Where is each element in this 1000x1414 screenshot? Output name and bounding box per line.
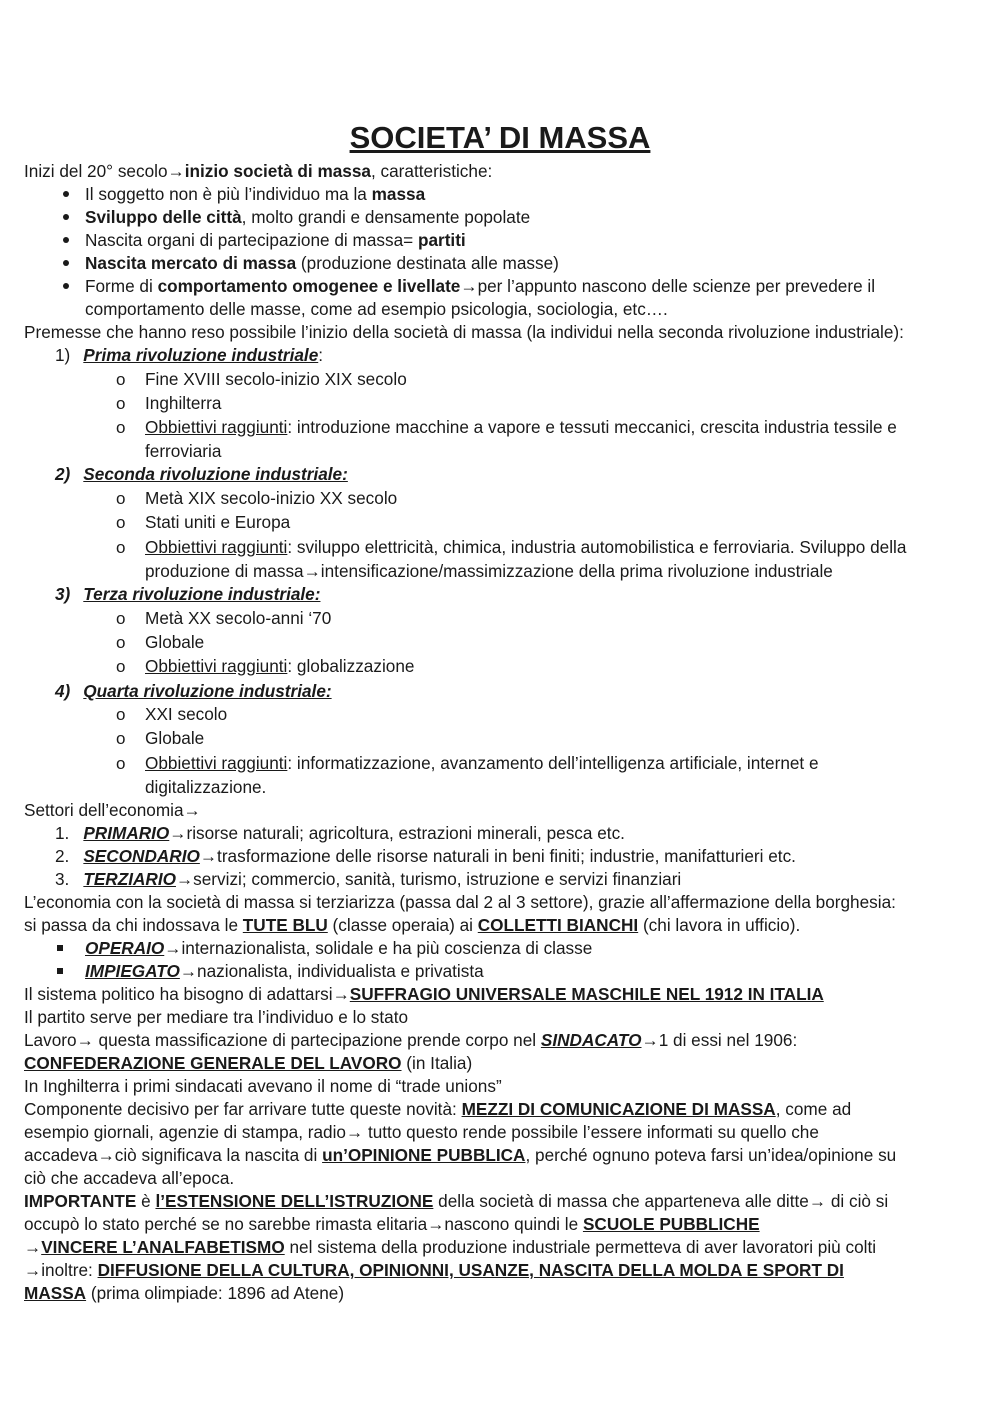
sector-item: 2. SECONDARIO→trasformazione delle risorse naturali in beni finiti; industrie, manifatturieri etc.: [55, 846, 796, 866]
sub-item: o: [116, 538, 126, 557]
premesse-line: Premesse che hanno reso possibile l’inizio della società di massa (la individui nella seconda rivoluzione industriale):: [24, 322, 904, 342]
arrow-icon: →: [179, 961, 198, 981]
arrow-icon: →: [303, 561, 321, 581]
objective-line: Obbiettivi raggiunti: sviluppo elettricità, chimica, industria automobilistica e ferroviaria. Sviluppo della: [145, 537, 907, 557]
bullet-icon: [63, 214, 69, 220]
revolution-heading: 2) Seconda rivoluzione industriale:: [55, 464, 348, 484]
sector-item: 3. TERZIARIO→servizi; commercio, sanità, turismo, istruzione e servizi finanziari: [55, 869, 682, 889]
arrow-icon: →: [175, 869, 194, 889]
bullet-icon: [63, 283, 69, 289]
economia-line: L’economia con la società di massa si terziarizza (passa dal 2 al 3 settore), grazie all’affermazione della borghesia:: [24, 892, 896, 912]
worker-item: IMPIEGATO→nazionalista, individualista e privatista: [85, 961, 484, 981]
componente-line: esempio giornali, agenzie di stampa, radio→ tutto questo rende possibile l’essere informati su quello che: [24, 1122, 819, 1142]
arrow-icon: →: [199, 846, 218, 866]
arrow-icon: →: [332, 984, 350, 1004]
arrow-icon: →: [345, 1122, 364, 1142]
arrow-icon: →: [183, 800, 201, 820]
worker-item: OPERAIO→internazionalista, solidale e ha più coscienza di classe: [85, 938, 593, 958]
bullet-icon: [63, 191, 69, 197]
arrow-icon: →: [427, 1214, 445, 1234]
componente-line: ciò che accadeva all’epoca.: [24, 1168, 235, 1188]
bullet-icon: [63, 237, 69, 243]
bullet-item: Il soggetto non è più l’individuo ma la massa: [85, 184, 426, 204]
sub-item: o: [116, 729, 126, 748]
sub-item: o: [116, 633, 126, 652]
sub-item: o: [116, 370, 126, 389]
sub-item: o: [116, 513, 126, 532]
sub-item: o: [116, 754, 126, 773]
componente-line: accadeva→ciò significava la nascita di un’OPINIONE PUBBLICA, perché ognuno poteva farsi un’idea/opinione su: [24, 1145, 897, 1165]
arrow-icon: →: [24, 1237, 42, 1257]
arrow-icon: →: [808, 1191, 827, 1211]
arrow-icon: →: [76, 1030, 94, 1050]
revolution-heading: 1) Prima rivoluzione industriale:: [55, 345, 324, 365]
importante-line: MASSA (prima olimpiade: 1896 ad Atene): [24, 1283, 345, 1303]
revolution-heading: 3) Terza rivoluzione industriale:: [55, 584, 321, 604]
importante-line: →VINCERE L’ANALFABETISMO nel sistema della produzione industriale permetteva di aver lavoratori più colti: [24, 1237, 877, 1257]
objective-line: Obbiettivi raggiunti: introduzione macchine a vapore e tessuti meccanici, crescita industria tessile e: [145, 417, 897, 437]
sub-item: o: [116, 394, 126, 413]
intro-text: Inizi del 20° secolo: [24, 161, 168, 181]
sub-item-text: Fine XVIII secolo-inizio XIX secolo: [145, 369, 407, 389]
arrow-icon: →: [460, 276, 478, 296]
partito-line: Il partito serve per mediare tra l’individuo e lo stato: [24, 1007, 409, 1027]
objective-continuation: ferroviaria: [145, 441, 222, 461]
sub-item: o: [116, 418, 126, 437]
sub-item-text: XXI secolo: [145, 704, 228, 724]
bullet-item: Nascita organi di partecipazione di massa= partiti: [85, 230, 466, 250]
sub-item-text: Globale: [145, 632, 205, 652]
importante-line: →inoltre: DIFFUSIONE DELLA CULTURA, OPINIONNI, USANZE, NASCITA DELLA MOLDA E SPORT DI: [24, 1260, 844, 1280]
bullet-item: Nascita mercato di massa (produzione destinata alle masse): [85, 253, 559, 273]
sub-item: o: [116, 609, 126, 628]
arrow-icon: →: [641, 1030, 659, 1050]
economia-line-2: si passa da chi indossava le TUTE BLU (classe operaia) ai COLLETTI BIANCHI (chi lavora in ufficio).: [24, 915, 801, 935]
arrow-icon: →: [167, 161, 185, 181]
sub-item: o: [116, 489, 126, 508]
objective-continuation: produzione di massa→intensificazione/massimizzazione della prima rivoluzione industriale: [145, 561, 833, 581]
sub-item-text: Metà XX secolo-anni ‘70: [145, 608, 332, 628]
importante-line: occupò lo stato perché se no sarebbe rimasta elitaria→nascono quindi le SCUOLE PUBBLICHE: [24, 1214, 760, 1234]
lavoro-line: Lavoro→ questa massificazione di partecipazione prende corpo nel SINDACATO→1 di essi nel 1906:: [24, 1030, 798, 1050]
importante-line: IMPORTANTE è l’ESTENSIONE DELL’ISTRUZIONE della società di massa che apparteneva alle ditte→ di ciò si: [24, 1191, 889, 1211]
objective-line: Obbiettivi raggiunti: globalizzazione: [145, 656, 415, 676]
sector-item: 1. PRIMARIO→risorse naturali; agricoltura, estrazioni minerali, pesca etc.: [55, 823, 625, 843]
intro-line: [24, 160, 982, 183]
bullet-item: Forme di comportamento omogenee e livellate→per l’appunto nascono delle scienze per prevedere il: [85, 276, 876, 296]
sub-item-text: Stati uniti e Europa: [145, 512, 291, 532]
bullet-item: Sviluppo delle città, molto grandi e densamente popolate: [85, 207, 531, 227]
intro-tail: , caratteristiche:: [370, 161, 493, 181]
square-bullet-icon: [57, 945, 63, 951]
bullet-icon: [63, 260, 69, 266]
bullet-continuation: comportamento delle masse, come ad esempio psicologia, sociologia, etc….: [85, 299, 668, 319]
sistema-line: Il sistema politico ha bisogno di adattarsi→SUFFRAGIO UNIVERSALE MASCHILE NEL 1912 IN ITALIA: [24, 984, 824, 1004]
intro-bold: inizio società di massa: [184, 161, 371, 181]
sub-item-text: Globale: [145, 728, 205, 748]
sub-item: o: [116, 705, 126, 724]
arrow-icon: →: [24, 1260, 42, 1280]
arrow-icon: →: [97, 1145, 115, 1165]
page-title: SOCIETA’ DI MASSA: [349, 120, 651, 155]
arrow-icon: →: [169, 823, 187, 843]
revolution-heading: 4) Quarta rivoluzione industriale:: [55, 681, 332, 701]
settori-line: Settori dell’economia→: [24, 800, 201, 820]
square-bullet-icon: [57, 968, 63, 974]
sub-item: o: [116, 657, 126, 676]
confederazione-line: CONFEDERAZIONE GENERALE DEL LAVORO (in Italia): [24, 1053, 473, 1073]
objective-continuation: digitalizzazione.: [145, 777, 267, 797]
sub-item-text: Metà XIX secolo-inizio XX secolo: [145, 488, 398, 508]
componente-line: Componente decisivo per far arrivare tutte queste novità: MEZZI DI COMUNICAZIONE DI MASSA, come ad: [24, 1099, 852, 1119]
sub-item-text: Inghilterra: [145, 393, 222, 413]
inghilterra-line: In Inghilterra i primi sindacati avevano il nome di “trade unions”: [24, 1076, 502, 1096]
arrow-icon: →: [164, 938, 182, 958]
objective-line: Obbiettivi raggiunti: informatizzazione, avanzamento dell’intelligenza artificiale, internet e: [145, 753, 819, 773]
